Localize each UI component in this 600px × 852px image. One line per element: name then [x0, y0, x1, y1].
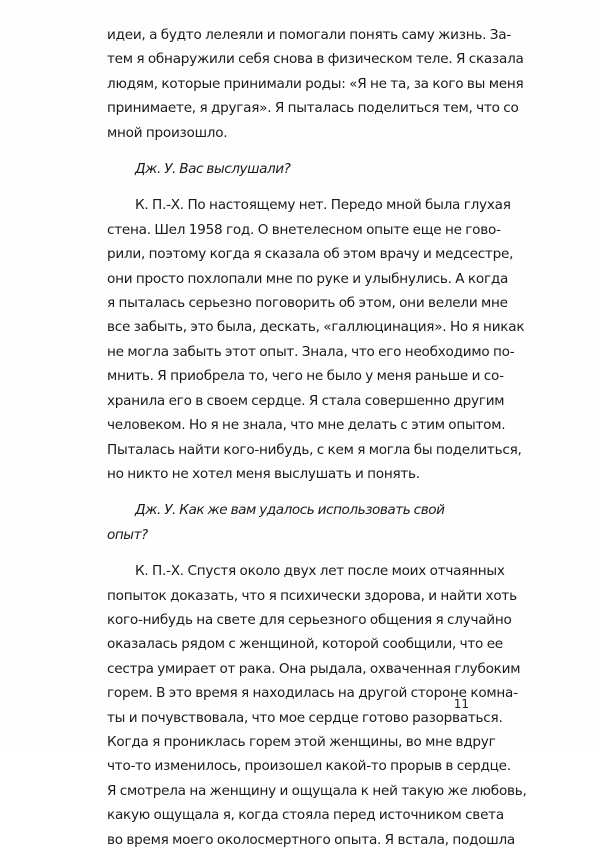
text-line: не могла забыть этот опыт. Знала, что его необходимо по-: [107, 343, 515, 360]
text-line: что-то изменилось, произошел какой-то прорыв в сердце.: [107, 758, 511, 775]
page-number: 11: [453, 697, 469, 711]
text-line: стена. Шел 1958 год. О внетелесном опыте еще не гово-: [107, 221, 501, 238]
text-line: человеком. Но я не знала, что мне делать с этим опытом.: [107, 417, 506, 434]
text-line: людям, которые принимали роды: «Я не та, за кого вы меня: [107, 75, 524, 92]
answer-paragraph: [107, 559, 527, 852]
answer-continuation-paragraph: [107, 23, 524, 145]
text-line: я пыталась серьезно поговорить об этом, они велели мне: [107, 295, 508, 312]
text-line: рили, поэтому когда я сказала об этом врачу и медсестре,: [107, 246, 514, 263]
text-line: какую ощущала я, когда стояла перед источником света: [107, 807, 504, 824]
text-line: во время моего околосмертного опыта. Я встала, подошла: [107, 831, 515, 848]
text-line: идеи, а будто лелеяли и помогали понять саму жизнь. За-: [107, 27, 511, 43]
text-line: К. П.-Х. Спустя около двух лет после моих отчаянных: [135, 563, 505, 580]
text-line: горем. В это время я находилась на другой стороне комна-: [107, 685, 518, 702]
text-line: оказалась рядом с женщиной, которой сообщили, что ее: [107, 636, 503, 653]
page-text-body: [107, 23, 527, 852]
answer-paragraph: [107, 193, 525, 486]
text-line: они просто похлопали мне по руке и улыбнулись. А когда: [107, 270, 509, 287]
text-line: принимаете, я другая». Я пыталась поделиться тем, что со: [107, 100, 519, 117]
text-line: попыток доказать, что я психически здорова, и найти хоть: [107, 587, 517, 604]
text-line: кого-нибудь на свете для серьезного общения я случайно: [107, 611, 512, 628]
text-line: Я смотрела на женщину и ощущала к ней такую же любовь,: [107, 782, 527, 799]
text-line: мной произошло.: [107, 124, 228, 141]
text-line: ты и почувствовала, что мое сердце готово разорваться.: [107, 709, 503, 726]
interviewer-question: Дж. У. Вас выслушали?: [135, 161, 291, 178]
text-line: тем я обнаружили себя снова в физическом теле. Я сказала: [107, 51, 524, 68]
text-line: сестра умирает от рака. Она рыдала, охваченная глубоким: [107, 660, 521, 677]
text-line: Пыталась найти кого-нибудь, с кем я могла бы поделиться,: [107, 441, 522, 458]
text-line: все забыть, это была, дескать, «галлюцинация». Но я никак: [107, 319, 525, 336]
text-line: Когда я прониклась горем этой женщины, во мне вдруг: [107, 733, 496, 750]
text-line: хранила его в своем сердце. Я стала совершенно другим: [107, 392, 505, 409]
text-line: но никто не хотел меня выслушать и понять.: [107, 465, 420, 482]
text-line: мнить. Я приобрела то, чего не было у меня раньше и со-: [107, 368, 504, 385]
text-line: К. П.-Х. По настоящему нет. Передо мной была глухая: [135, 197, 511, 214]
interviewer-question: Дж. У. Как же вам удалось использовать свой опыт?: [107, 502, 445, 543]
